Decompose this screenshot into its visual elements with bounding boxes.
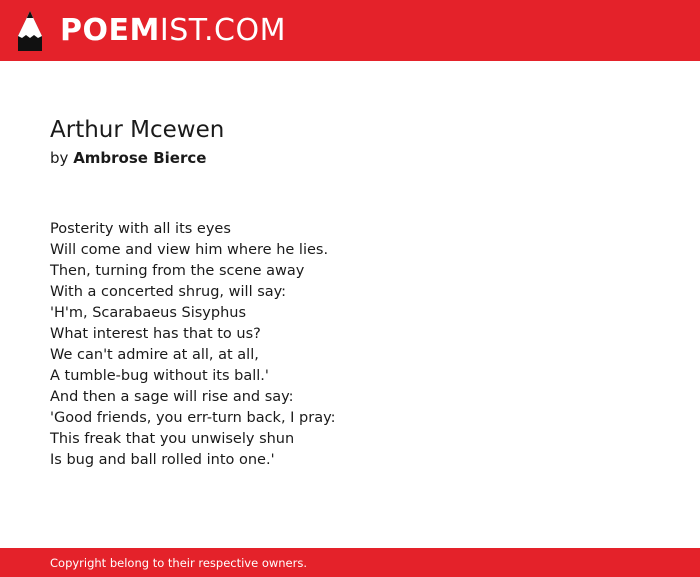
byline-prefix: by <box>50 149 69 167</box>
logo-light-text: IST.COM <box>159 12 286 48</box>
poem-line: What interest has that to us? <box>50 326 261 342</box>
poem-line: Then, turning from the scene away <box>50 263 305 279</box>
poem-line: Is bug and ball rolled into one.' <box>50 452 275 468</box>
site-logo-link[interactable] <box>17 10 286 52</box>
poem-line: 'H'm, Scarabaeus Sisyphus <box>50 305 246 321</box>
poem-line: Posterity with all its eyes <box>50 221 231 237</box>
site-footer <box>0 548 700 577</box>
poem-title: Arthur Mcewen <box>50 117 225 143</box>
poem-body <box>50 219 336 471</box>
logo-bold-text: POEM <box>60 12 160 48</box>
poem-line: And then a sage will rise and say: <box>50 389 294 405</box>
site-header <box>0 0 700 61</box>
poem-line: 'Good friends, you err-turn back, I pray: <box>50 410 336 426</box>
pencil-tip-icon <box>17 10 43 52</box>
poem-byline <box>50 149 206 167</box>
poem-line: Will come and view him where he lies. <box>50 242 329 258</box>
poem-author: Ambrose Bierce <box>73 149 207 167</box>
copyright-text: Copyright belong to their respective owners. <box>50 555 308 570</box>
poem-line: We can't admire at all, at all, <box>50 347 259 363</box>
poem-line: This freak that you unwisely shun <box>50 431 295 447</box>
poem-line: With a concerted shrug, will say: <box>50 284 287 300</box>
site-logo-text <box>60 12 286 48</box>
poem-line: A tumble-bug without its ball.' <box>50 368 269 384</box>
